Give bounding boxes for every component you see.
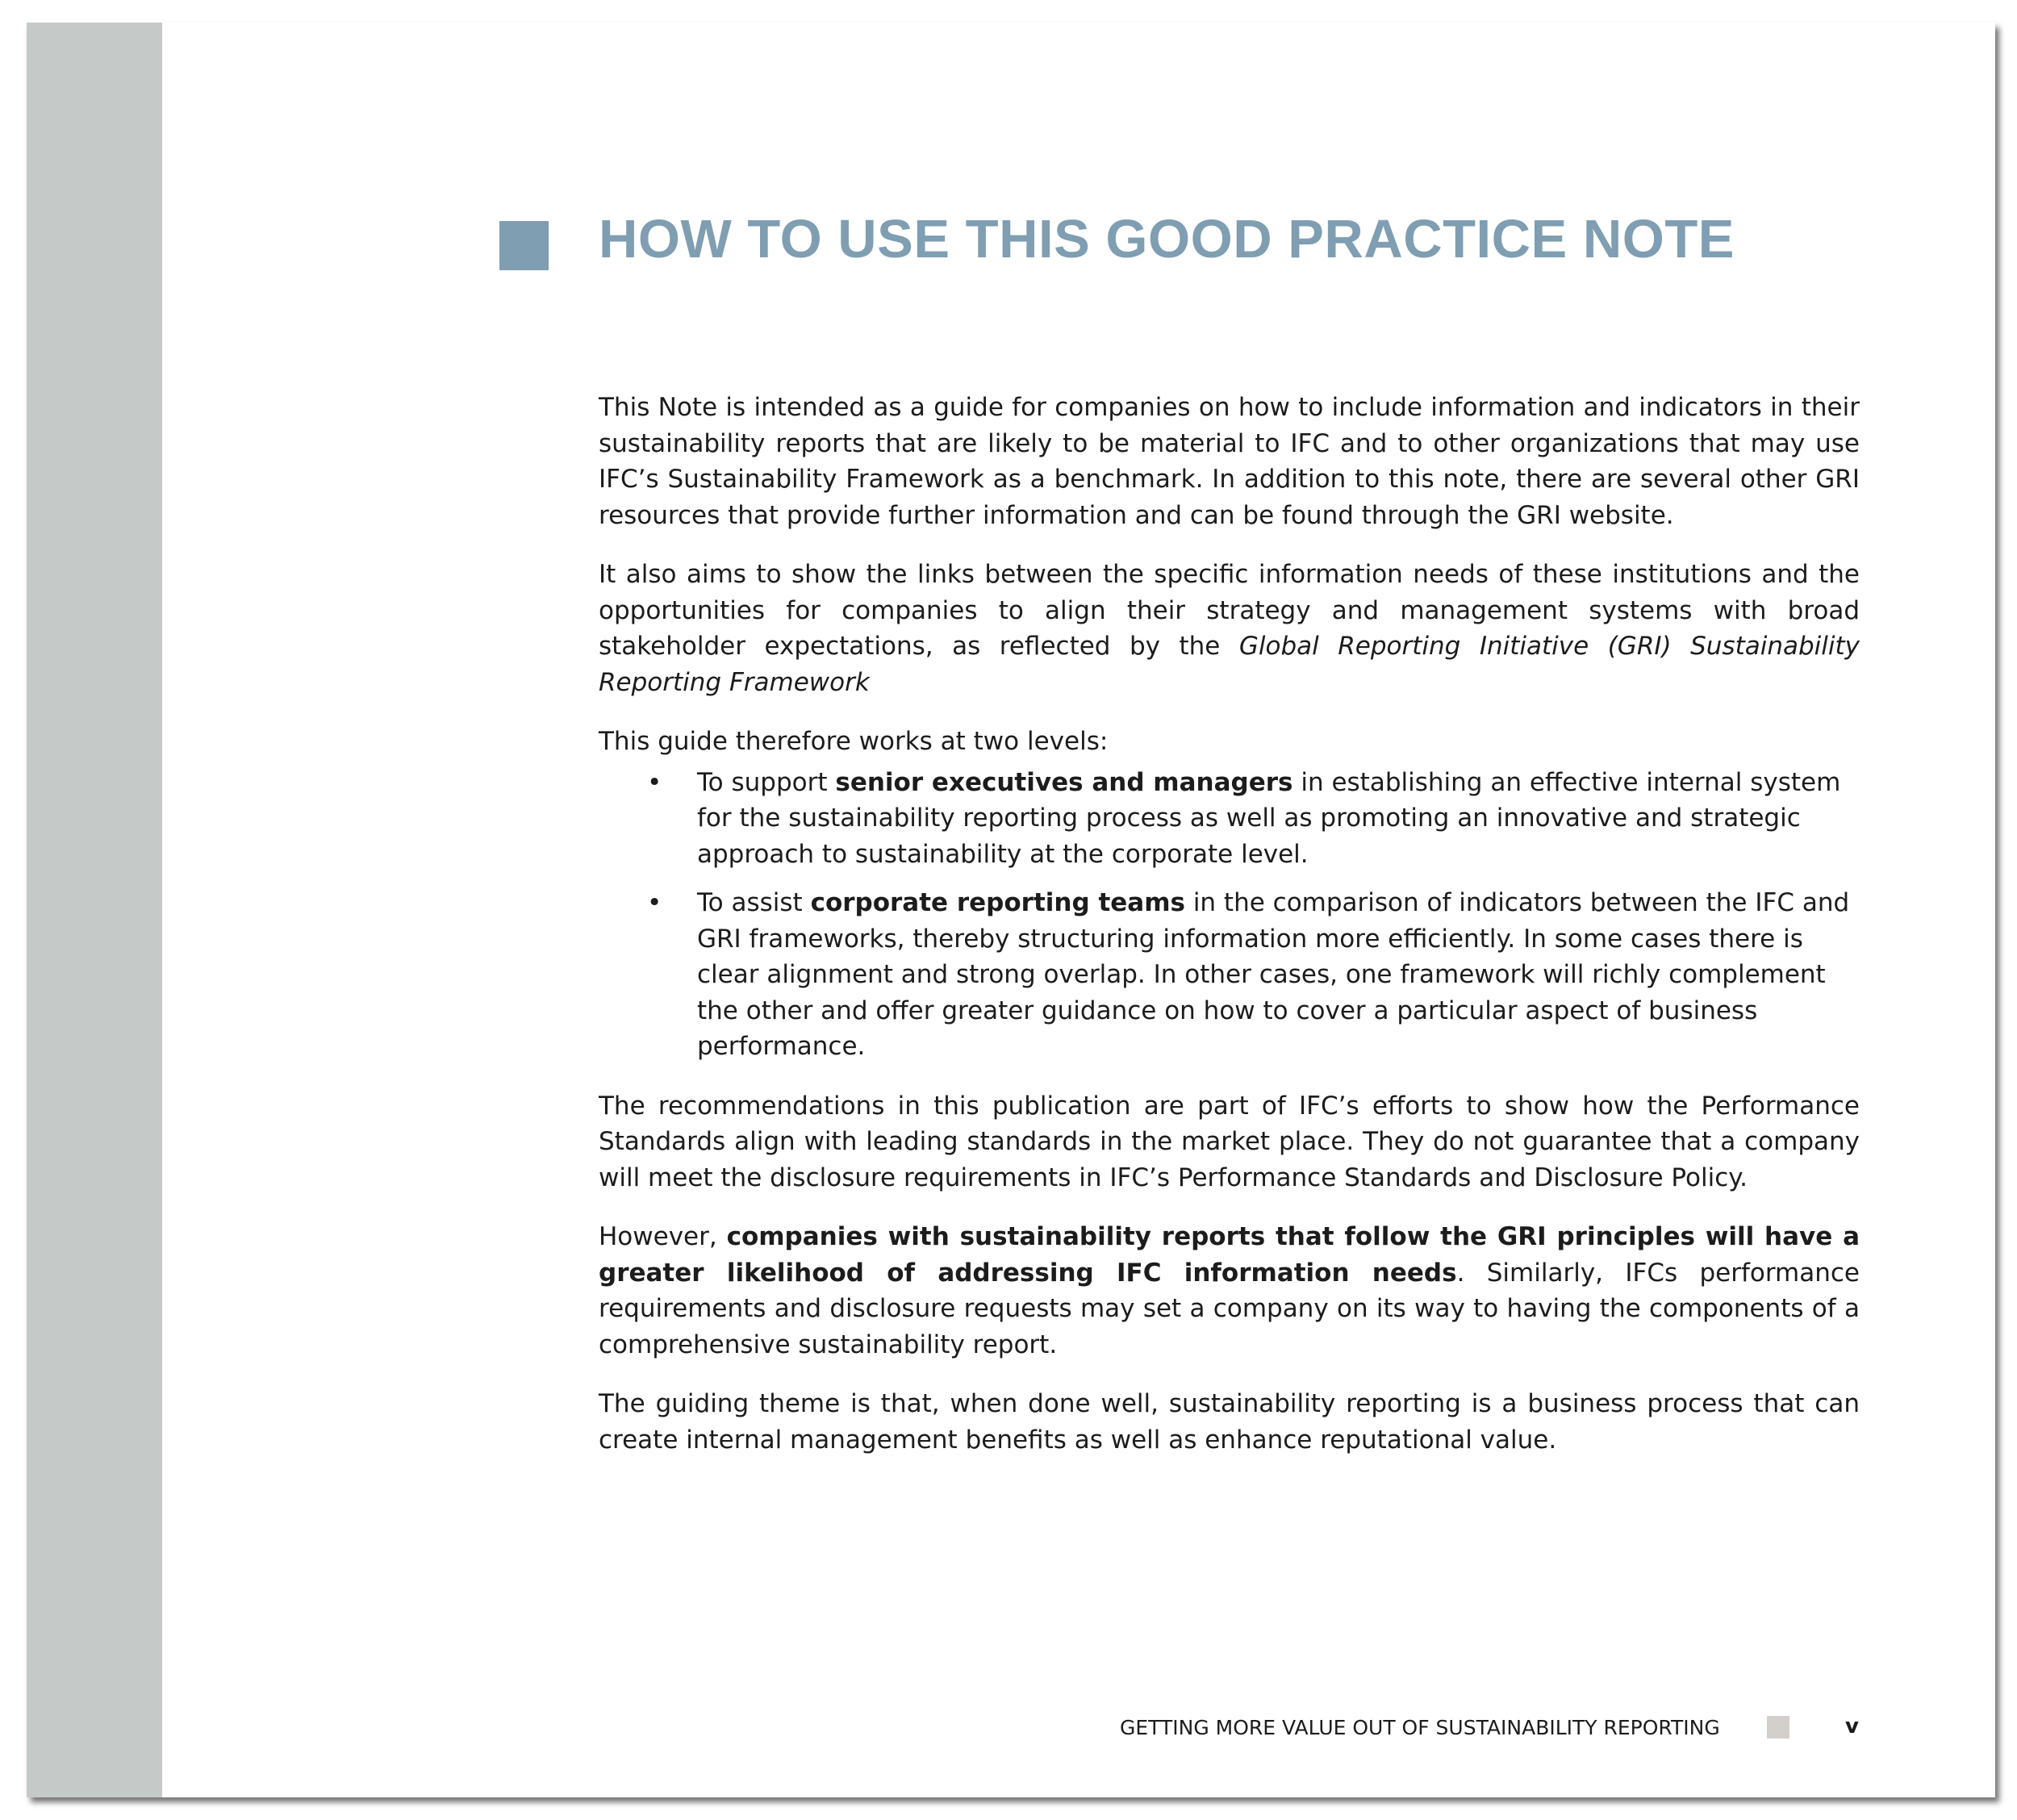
- paragraph-however-rest: . Similarly, IFCs performance requirements and disclosure requests may set a company on its way to having the components of a comprehensive sustainability report.: [599, 1258, 1860, 1359]
- list-item-lead: To support: [697, 767, 836, 797]
- side-band: [27, 23, 162, 1797]
- bullet-icon: •: [647, 888, 662, 917]
- levels-list: [599, 765, 1860, 1065]
- gri-framework-title: Global Reporting Initiative (GRI) Sustainability Reporting Framework: [599, 632, 1860, 697]
- page-number: v: [1845, 1714, 1859, 1739]
- document-page: [27, 23, 1995, 1797]
- paragraph-aims: [599, 557, 1860, 700]
- paragraph-however-emphasis: companies with sustainability reports that follow the GRI principles will have a greater likelihood of addressing IFC information needs: [599, 1222, 1860, 1288]
- title-square-marker: [499, 221, 549, 270]
- paragraph-however: [599, 1219, 1860, 1363]
- bullet-icon: •: [647, 767, 662, 797]
- paragraph-guiding-theme: The guiding theme is that, when done well, sustainability reporting is a business process that can create internal management benefits as well as enhance reputational value.: [599, 1389, 1860, 1455]
- list-item-emphasis: senior executives and managers: [835, 767, 1293, 797]
- list-item-rest: in establishing an effective internal system for the sustainability reporting process as well as promoting an innovative and strategic approach to sustainability at the corporate level.: [697, 767, 1841, 869]
- list-item: [599, 885, 1860, 1065]
- list-item-text: [697, 765, 1860, 873]
- list-item-lead: To assist: [697, 888, 811, 917]
- list-item-emphasis: corporate reporting teams: [810, 888, 1185, 917]
- footer-square-marker: [1767, 1716, 1789, 1739]
- list-item-rest: in the comparison of indicators between the IFC and GRI frameworks, thereby structuring information more efficiently. In some cases there is clear alignment and strong overlap. In other cases, one framework will richly complement the other and offer greater guidance on how to cover a particular aspect of business performance.: [697, 888, 1850, 1061]
- paragraph-levels: This guide therefore works at two levels:: [599, 727, 1109, 756]
- paragraph-intro: This Note is intended as a guide for companies on how to include information and indicators in their sustainability reports that are likely to be material to IFC and to other organizations that may use IFC’s Sustainability Framework as a benchmark. In addition to this note, there are several other GRI resources that provide further information and can be found through the GRI website.: [599, 393, 1860, 530]
- paragraph-aims-text: It also aims to show the links between the specific information needs of these institutions and the opportunities for companies to align their strategy and management systems with broad stakeholder expectations, as reflected by the: [599, 560, 1860, 661]
- list-item-text: [697, 885, 1860, 1065]
- list-item: [599, 765, 1860, 873]
- footer-publication-title: GETTING MORE VALUE OUT OF SUSTAINABILITY REPORTING: [1120, 1716, 1720, 1739]
- paragraph-however-lead: However,: [599, 1222, 727, 1251]
- body-content: [599, 390, 1860, 1481]
- page-title: HOW TO USE THIS GOOD PRACTICE NOTE: [599, 209, 1735, 269]
- paragraph-recommendations: The recommendations in this publication are part of IFC’s efforts to show how the Performance Standards align with leading standards in the market place. They do not guarantee that a company will meet the disclosure requirements in IFC’s Performance Standards and Disclosure Policy.: [599, 1091, 1860, 1192]
